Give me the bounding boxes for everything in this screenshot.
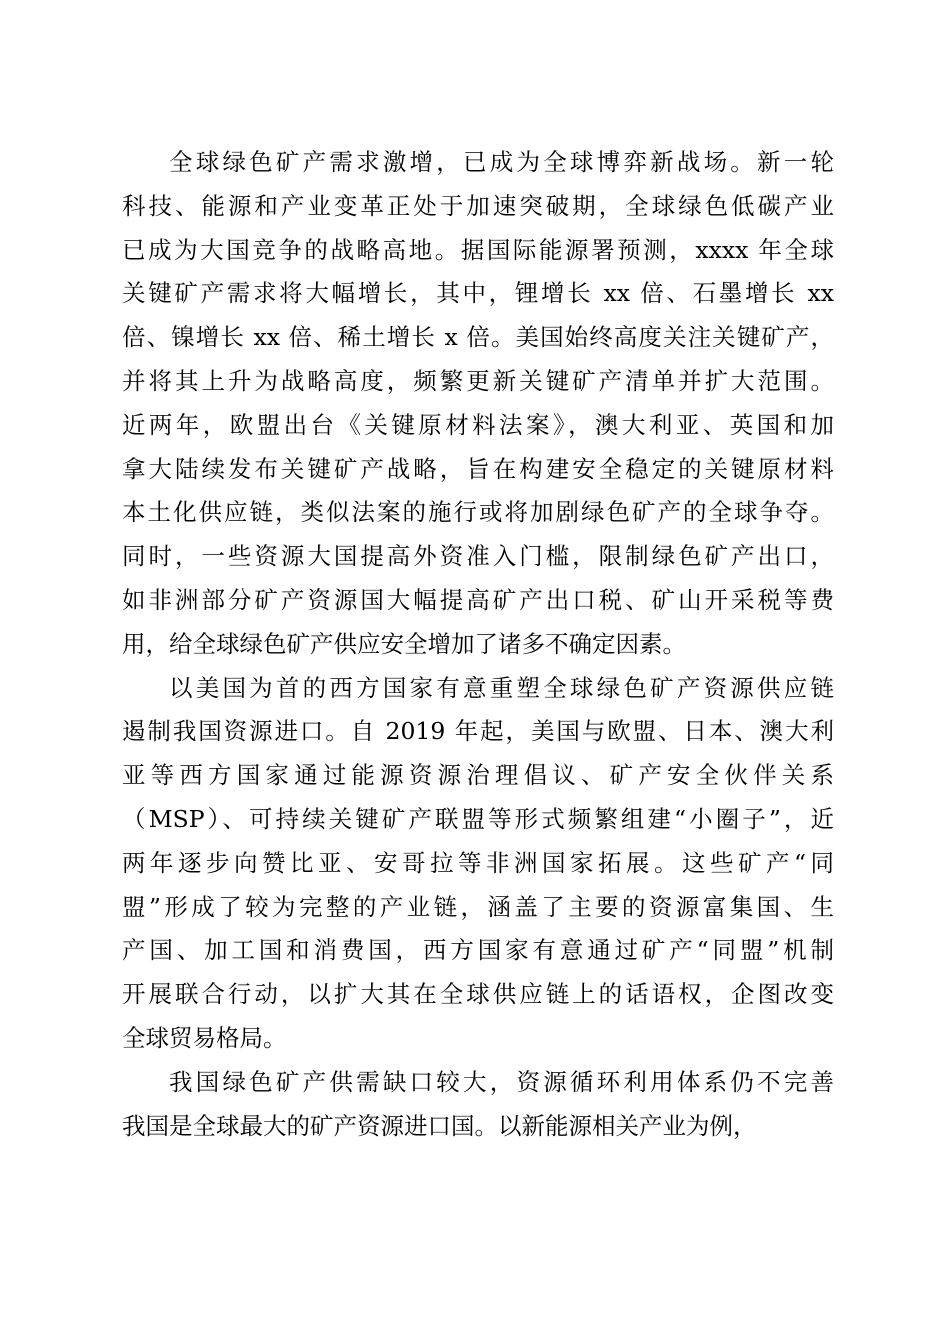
text-line: 倍、镍增长 xx 倍、稀土增长 x 倍。美国始终高度关注关键矿产， [122,323,834,352]
text-line: 关键矿产需求将大幅增长，其中，锂增长 xx 倍、石墨增长 xx [122,279,834,308]
text-line: 两年逐步向赞比亚、安哥拉等非洲国家拓展。这些矿产“同 [122,848,834,877]
text-line: 盟”形成了较为完整的产业链，涵盖了主要的资源富集国、生 [122,892,834,921]
text-line: 科技、能源和产业变革正处于加速突破期，全球绿色低碳产业 [122,191,834,220]
text-line: 开展联合行动，以扩大其在全球供应链上的话语权，企图改变 [122,980,834,1009]
text-line: 全球贸易格局。 [122,1023,287,1052]
document-body [122,141,834,1148]
paragraph-western-supply-chain [122,667,834,1061]
text-line: 我国是全球最大的矿产资源进口国。以新能源相关产业为例， [122,1111,757,1140]
paragraph-green-minerals-demand [122,141,834,667]
text-line: 拿大陆续发布关键矿产战略，旨在构建安全稳定的关键原材料 [122,454,834,483]
text-line: 本土化供应链，类似法案的施行或将加剧绿色矿产的全球争夺。 [122,498,834,527]
text-line: 产国、加工国和消费国，西方国家有意通过矿产“同盟”机制 [122,936,834,965]
text-line: 近两年，欧盟出台《关键原材料法案》，澳大利亚、英国和加 [122,410,834,439]
text-line: 亚等西方国家通过能源资源治理倡议、矿产安全伙伴关系 [122,761,834,790]
text-line: 同时，一些资源大国提高外资准入门槛，限制绿色矿产出口， [122,542,834,571]
text-line: 已成为大国竞争的战略高地。据国际能源署预测，xxxx 年全球 [122,235,834,264]
text-line: （MSP）、可持续关键矿产联盟等形式频繁组建“小圈子”，近 [122,804,834,833]
text-line: 用，给全球绿色矿产供应安全增加了诸多不确定因素。 [122,629,686,658]
text-line: 如非洲部分矿产资源国大幅提高矿产出口税、矿山开采税等费 [122,585,834,614]
text-line: 我国绿色矿产供需缺口较大，资源循环利用体系仍不完善 [169,1067,834,1096]
text-line: 全球绿色矿产需求激增，已成为全球博弈新战场。新一轮 [169,148,834,176]
paragraph-domestic-supply-gap [122,1061,834,1149]
text-line: 以美国为首的西方国家有意重塑全球绿色矿产资源供应链 [169,673,834,702]
text-line: 并将其上升为战略高度，频繁更新关键矿产清单并扩大范围。 [122,366,834,395]
text-line: 遏制我国资源进口。自 2019 年起，美国与欧盟、日本、澳大利 [122,717,834,746]
